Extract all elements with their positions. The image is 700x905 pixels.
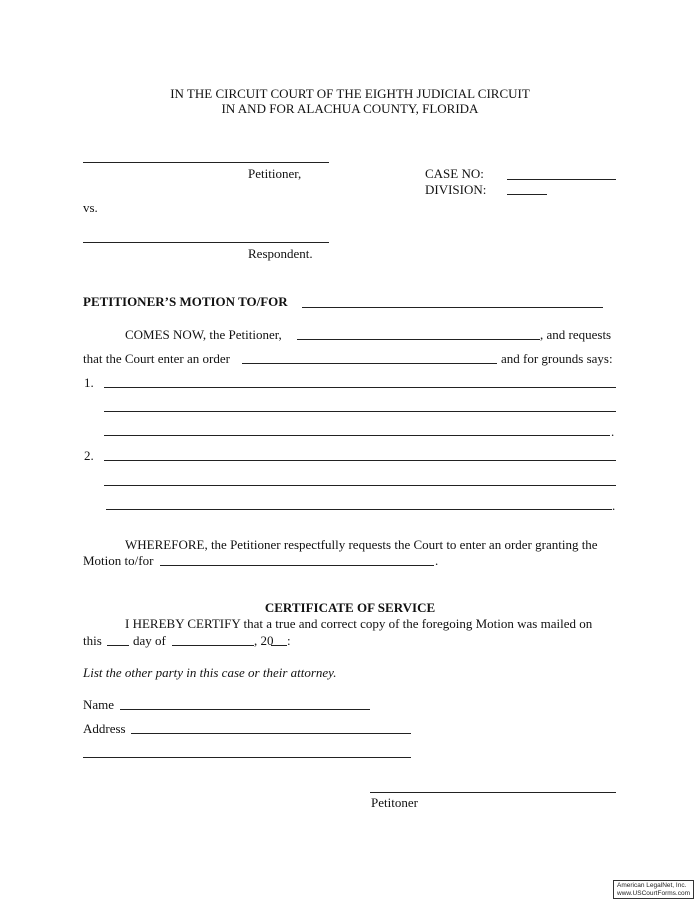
address-line-2[interactable]: [83, 757, 411, 758]
petitioner-name-line[interactable]: [83, 162, 329, 163]
day-line[interactable]: [107, 645, 129, 646]
court-heading-line1: IN THE CIRCUIT COURT OF THE EIGHTH JUDICIAL CIRCUIT: [170, 86, 530, 101]
publisher-name: American LegalNet, Inc.: [617, 882, 687, 889]
signature-label: Petitoner: [371, 795, 418, 810]
address-label: Address: [83, 721, 126, 736]
case-no-label: CASE NO:: [425, 166, 484, 181]
division-label: DIVISION:: [425, 182, 487, 197]
item-2-period: .: [612, 498, 616, 513]
comes-now-text: COMES NOW, the Petitioner,: [125, 327, 282, 342]
name-line[interactable]: [120, 709, 370, 710]
item-1-line-2[interactable]: [104, 411, 616, 412]
address-line-1[interactable]: [131, 733, 411, 734]
publisher-stamp: [613, 880, 694, 899]
respondent-name-line[interactable]: [83, 242, 329, 243]
wherefore-period: .: [435, 553, 439, 568]
this-label: this: [83, 633, 102, 648]
year-line[interactable]: [271, 645, 287, 646]
name-label: Name: [83, 697, 115, 712]
petitioner-label: Petitioner,: [248, 166, 302, 181]
wherefore-motion-line[interactable]: [160, 565, 434, 566]
item-1-line-1[interactable]: [104, 387, 616, 388]
certify-text: I HEREBY CERTIFY that a true and correct copy of the foregoing Motion was mailed on: [125, 616, 593, 631]
vs-label: vs.: [83, 200, 98, 215]
respondent-label: Respondent.: [248, 246, 313, 261]
wherefore-text: WHEREFORE, the Petitioner respectfully requests the Court to enter an order granting the: [125, 537, 598, 552]
item-1-number: 1.: [84, 375, 94, 390]
day-of-label: day of: [133, 633, 166, 648]
motion-title-line[interactable]: [302, 307, 603, 308]
court-heading-line2: IN AND FOR ALACHUA COUNTY, FLORIDA: [221, 101, 479, 116]
item-2-line-1[interactable]: [104, 460, 616, 461]
item-1-line-3[interactable]: [104, 435, 610, 436]
item-2-line-2[interactable]: [104, 485, 616, 486]
wherefore-motion-label: Motion to/for: [83, 553, 154, 568]
order-line[interactable]: [242, 363, 497, 364]
item-2-number: 2.: [84, 448, 94, 463]
division-line[interactable]: [507, 194, 547, 195]
month-line[interactable]: [172, 645, 254, 646]
service-instruction: List the other party in this case or their attorney.: [83, 665, 337, 680]
item-2-line-3[interactable]: [106, 509, 612, 510]
motion-title: PETITIONER’S MOTION TO/FOR: [83, 294, 288, 309]
certificate-title: CERTIFICATE OF SERVICE: [264, 600, 436, 615]
year-label: , 20: [254, 633, 274, 648]
petitioner-motion-name-line[interactable]: [297, 339, 540, 340]
comes-now-suffix: , and requests: [540, 327, 612, 342]
year-colon: :: [287, 633, 291, 648]
case-no-line[interactable]: [507, 179, 616, 180]
grounds-text: and for grounds says:: [501, 351, 613, 366]
enter-order-text: that the Court enter an order: [83, 351, 230, 366]
item-1-period: .: [611, 424, 615, 439]
publisher-url: www.USCourtForms.com: [617, 889, 690, 897]
signature-line[interactable]: [370, 792, 616, 793]
